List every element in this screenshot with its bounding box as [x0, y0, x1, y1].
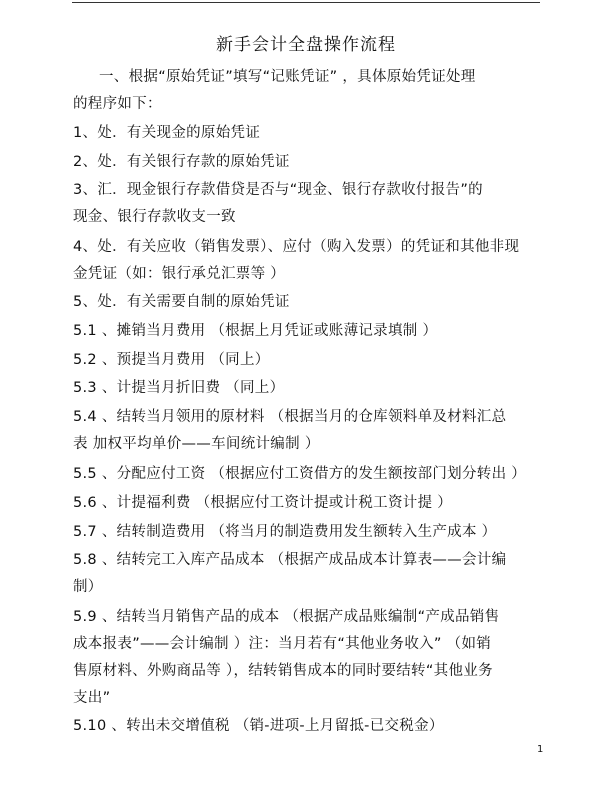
list-item: 5.5 、分配应付工资 （根据应付工资借方的发生额按部门划分转出 ）	[73, 466, 527, 482]
top-rule	[72, 2, 540, 3]
list-item: 5.2 、预提当月费用 （同上）	[73, 352, 270, 368]
list-item-continuation: 现金、银行存款收支一致	[73, 209, 236, 225]
list-item-continuation: 成本报表”——会计编制 ）注：当月若有“其他业务收入” （如销	[73, 636, 492, 652]
list-item: 5.4 、结转当月领用的原材料 （根据当月的仓库领料单及材料汇总	[73, 409, 507, 425]
list-item: 5.9 、结转当月销售产品的成本 （根据产成品账编制“产成品销售	[73, 609, 500, 625]
list-item: 5.3 、计提当月折旧费 （同上）	[73, 380, 285, 396]
list-item: 3、汇．现金银行存款借贷是否与“现金、银行存款收付报告”的	[73, 182, 483, 198]
list-item-continuation: 支出”	[73, 690, 111, 706]
list-item-continuation: 售原材料、外购商品等 ），结转销售成本的同时要结转“其他业务	[73, 663, 493, 679]
list-item: 2、处．有关银行存款的原始凭证	[73, 154, 290, 170]
list-item-continuation: 金凭证（如：银行承兑汇票等 ）	[73, 266, 286, 282]
paragraph-line: 的程序如下：	[73, 96, 162, 112]
paragraph-line: 一、根据“原始凭证”填写“记账凭证” ，具体原始凭证处理	[99, 69, 476, 85]
list-item: 5、处．有关需要自制的原始凭证	[73, 294, 290, 310]
list-item: 5.6 、计提福利费 （根据应付工资计提或计税工资计提 ）	[73, 495, 453, 511]
list-item: 4、处．有关应收（销售发票）、应付（购入发票）的凭证和其他非现	[73, 239, 520, 255]
page-number: 1	[537, 744, 544, 755]
list-item: 5.8 、结转完工入库产品成本 （根据产成品成本计算表——会计编	[73, 552, 507, 568]
list-item: 5.1 、摊销当月费用 （根据上月凭证或账薄记录填制 ）	[73, 323, 438, 339]
list-item: 5.10 、转出未交增值税 （销-进项-上月留抵-已交税金）	[73, 718, 444, 734]
list-item: 1、处．有关现金的原始凭证	[73, 125, 261, 141]
list-item-continuation: 表 加权平均单价——车间统计编制 ）	[73, 436, 320, 452]
list-item: 5.7 、结转制造费用 （将当月的制造费用发生额转入生产成本 ）	[73, 524, 497, 540]
list-item-continuation: 制）	[73, 579, 103, 595]
document-title: 新手会计全盘操作流程	[216, 35, 396, 55]
